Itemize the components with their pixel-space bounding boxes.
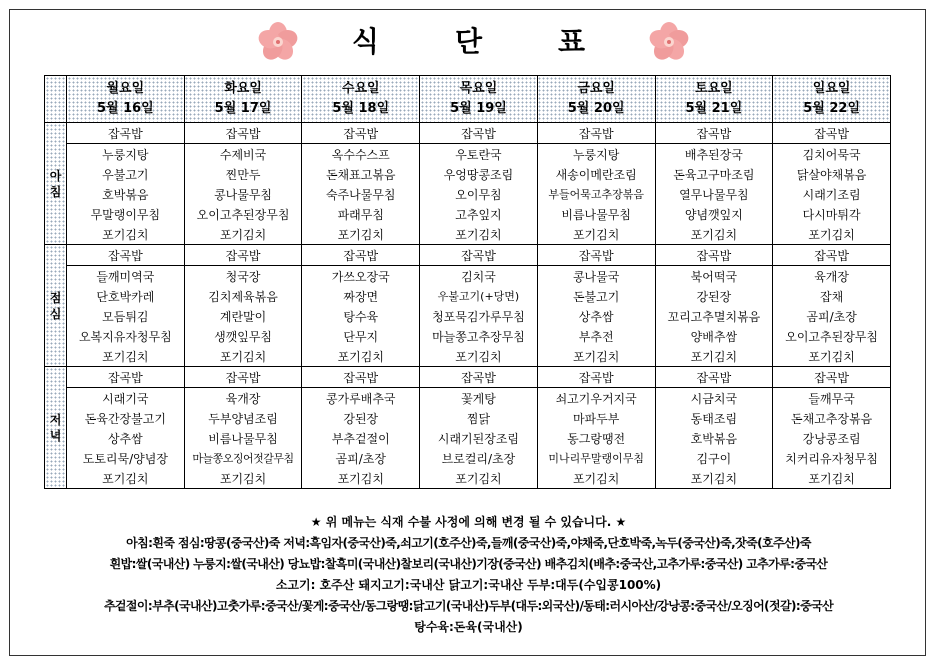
menu-cell: 콩나물국	[537, 266, 655, 287]
day-name: 월요일	[106, 81, 145, 96]
menu-cell: 잡곡밥	[655, 367, 773, 388]
day-name: 화요일	[224, 81, 262, 96]
menu-cell: 우엉땅콩조림	[420, 164, 538, 184]
menu-row	[45, 448, 891, 468]
menu-cell: 찜닭	[420, 408, 538, 428]
menu-cell: 포기김치	[773, 224, 891, 245]
page-title	[0, 20, 937, 60]
menu-cell: 잡곡밥	[302, 245, 420, 266]
menu-cell: 잡채	[773, 286, 891, 306]
menu-cell: 돈육간장불고기	[67, 408, 185, 428]
menu-cell: 곰피/초장	[302, 448, 420, 468]
day-date: 5월 20일	[567, 101, 625, 116]
menu-cell: 동태조림	[655, 408, 773, 428]
menu-cell: 돈채고추장볶음	[773, 408, 891, 428]
menu-cell: 청국장	[184, 266, 302, 287]
day-name: 수요일	[341, 81, 380, 96]
menu-cell: 배추된장국	[655, 144, 773, 165]
menu-cell: 잡곡밥	[420, 123, 538, 144]
menu-row	[45, 326, 891, 346]
day-header	[773, 76, 891, 123]
note-line: 소고기: 호주산 돼지고기:국내산 닭고기:국내산 두부:대두(수입콩100%)	[275, 578, 662, 592]
menu-row	[45, 123, 891, 144]
menu-cell: 잡곡밥	[655, 123, 773, 144]
day-name: 금요일	[577, 81, 615, 96]
menu-row	[45, 245, 891, 266]
menu-row	[45, 164, 891, 184]
menu-row	[45, 408, 891, 428]
menu-cell: 강된장	[302, 408, 420, 428]
menu-cell: 단무지	[302, 326, 420, 346]
menu-cell: 잡곡밥	[537, 245, 655, 266]
menu-cell: 다시마튀각	[773, 204, 891, 224]
menu-cell: 누룽지탕	[537, 144, 655, 165]
menu-cell: 계란말이	[184, 306, 302, 326]
menu-cell: 상추쌈	[537, 306, 655, 326]
notes-section	[0, 512, 937, 638]
menu-cell: 잡곡밥	[184, 367, 302, 388]
menu-cell: 육개장	[773, 266, 891, 287]
menu-cell: 돈불고기	[537, 286, 655, 306]
menu-cell: 탕수육	[302, 306, 420, 326]
menu-cell: 두부양념조림	[184, 408, 302, 428]
menu-cell: 콩나물무침	[184, 184, 302, 204]
menu-row	[45, 306, 891, 326]
menu-cell: 포기김치	[67, 224, 185, 245]
menu-cell: 강낭콩조림	[773, 428, 891, 448]
menu-cell: 양념깻잎지	[655, 204, 773, 224]
menu-cell: 시래기조림	[773, 184, 891, 204]
menu-cell: 김구이	[655, 448, 773, 468]
menu-cell: 김치국	[420, 266, 538, 287]
day-header	[420, 76, 538, 123]
menu-cell: 양배추쌈	[655, 326, 773, 346]
header-row	[45, 76, 891, 123]
menu-cell: 시금치국	[655, 388, 773, 409]
title-char: 식	[351, 25, 379, 58]
menu-cell: 상추쌈	[67, 428, 185, 448]
menu-cell: 열무나물무침	[655, 184, 773, 204]
menu-cell: 치커리유자청무침	[773, 448, 891, 468]
menu-cell: 브로컬리/초장	[420, 448, 538, 468]
menu-cell: 포기김치	[420, 224, 538, 245]
menu-cell: 숙주나물무침	[302, 184, 420, 204]
menu-cell: 잡곡밥	[773, 367, 891, 388]
day-header	[655, 76, 773, 123]
menu-cell: 포기김치	[773, 346, 891, 367]
menu-cell: 우불고기(+당면)	[420, 286, 538, 306]
menu-cell: 오이고추된장무침	[773, 326, 891, 346]
note-line: 흰밥:쌀(국내산) 누룽지:쌀(국내산) 당뇨밥:찰흑미(국내산)찰보리(국내산)기장(중국산) 배추김치(배추:중국산,고추가루:중국산) 고추가루:중국산	[109, 557, 828, 571]
day-name: 토요일	[695, 81, 733, 96]
menu-cell: 부추전	[537, 326, 655, 346]
day-header	[184, 76, 302, 123]
menu-cell: 육개장	[184, 388, 302, 409]
menu-cell: 잡곡밥	[302, 367, 420, 388]
meal-label: 저 녁	[45, 367, 67, 489]
menu-cell: 포기김치	[302, 468, 420, 489]
menu-cell: 잡곡밥	[420, 367, 538, 388]
menu-cell: 마늘쫑고추장무침	[420, 326, 538, 346]
menu-cell: 비름나물무침	[184, 428, 302, 448]
menu-cell: 북어떡국	[655, 266, 773, 287]
menu-cell: 모듬튀김	[67, 306, 185, 326]
menu-cell: 동그랑땡전	[537, 428, 655, 448]
menu-row	[45, 346, 891, 367]
menu-cell: 포기김치	[67, 468, 185, 489]
menu-cell: 포기김치	[184, 224, 302, 245]
menu-cell: 포기김치	[184, 346, 302, 367]
menu-cell: 포기김치	[67, 346, 185, 367]
menu-cell: 꼬리고추멸치볶음	[655, 306, 773, 326]
menu-row	[45, 144, 891, 165]
menu-cell: 잡곡밥	[655, 245, 773, 266]
menu-cell: 잡곡밥	[67, 123, 185, 144]
menu-cell: 옥수수스프	[302, 144, 420, 165]
menu-row	[45, 468, 891, 489]
menu-cell: 오이고추된장무침	[184, 204, 302, 224]
menu-cell: 포기김치	[655, 468, 773, 489]
menu-cell: 오이무침	[420, 184, 538, 204]
menu-cell: 곰피/초장	[773, 306, 891, 326]
menu-cell: 강된장	[655, 286, 773, 306]
menu-cell: 도토리묵/양념장	[67, 448, 185, 468]
day-header	[537, 76, 655, 123]
menu-row	[45, 224, 891, 245]
note-line: 탕수육:돈육(국내산)	[414, 620, 523, 634]
menu-cell: 누룽지탕	[67, 144, 185, 165]
menu-row	[45, 388, 891, 409]
menu-cell: 찐만두	[184, 164, 302, 184]
day-date: 5월 21일	[685, 101, 743, 116]
corner-cell	[45, 76, 67, 123]
menu-cell: 파래무침	[302, 204, 420, 224]
menu-cell: 청포묵김가루무침	[420, 306, 538, 326]
menu-cell: 잡곡밥	[184, 123, 302, 144]
day-header	[302, 76, 420, 123]
menu-cell: 우불고기	[67, 164, 185, 184]
menu-cell: 포기김치	[773, 468, 891, 489]
menu-cell: 김치제육볶음	[184, 286, 302, 306]
meal-label: 아 침	[45, 123, 67, 245]
menu-cell: 닭살야채볶음	[773, 164, 891, 184]
menu-cell: 쇠고기우거지국	[537, 388, 655, 409]
menu-cell: 짜장면	[302, 286, 420, 306]
menu-cell: 포기김치	[537, 224, 655, 245]
menu-cell: 가쓰오장국	[302, 266, 420, 287]
menu-cell: 돈육고구마조림	[655, 164, 773, 184]
menu-cell: 들깨무국	[773, 388, 891, 409]
menu-cell: 잡곡밥	[67, 367, 185, 388]
menu-cell: 시래기국	[67, 388, 185, 409]
menu-cell: 잡곡밥	[67, 245, 185, 266]
title-char: 단	[454, 25, 483, 58]
meal-label: 점 심	[45, 245, 67, 367]
menu-cell: 생깻잎무침	[184, 326, 302, 346]
menu-cell: 무말랭이무침	[67, 204, 185, 224]
menu-row	[45, 184, 891, 204]
menu-cell: 수제비국	[184, 144, 302, 165]
menu-cell: 김치어묵국	[773, 144, 891, 165]
menu-cell: 마늘쫑오징어젓갈무침	[184, 448, 302, 468]
menu-cell: 포기김치	[302, 346, 420, 367]
menu-cell: 마파두부	[537, 408, 655, 428]
menu-table	[44, 75, 891, 489]
day-date: 5월 22일	[803, 101, 860, 116]
day-name: 목요일	[459, 81, 498, 96]
menu-row	[45, 204, 891, 224]
menu-row	[45, 286, 891, 306]
menu-cell: 시래기된장조림	[420, 428, 538, 448]
menu-cell: 돈채표고볶음	[302, 164, 420, 184]
day-header	[67, 76, 185, 123]
menu-cell: 포기김치	[537, 346, 655, 367]
menu-cell: 비름나물무침	[537, 204, 655, 224]
menu-cell: 잡곡밥	[184, 245, 302, 266]
note-line: 아침:흰죽 점심:땅콩(중국산)죽 저녁:흑임자(중국산)죽,쇠고기(호주산)죽,들깨(중국산)죽,야채죽,단호박죽,녹두(중국산)죽,잣죽(호주산)죽	[126, 536, 811, 550]
menu-cell: 오복지유자청무침	[67, 326, 185, 346]
menu-cell: 우토란국	[420, 144, 538, 165]
day-date: 5월 17일	[214, 101, 272, 116]
note-line: ★ 위 메뉴는 식재 수불 사정에 의해 변경 될 수 있습니다. ★	[310, 515, 627, 529]
menu-cell: 호박볶음	[67, 184, 185, 204]
note-line: 추겉절이:부추(국내산)고춧가루:중국산/꽃게:중국산/동그랑땡:닭고기(국내산)두부(대두:외국산)/동태:러시아산/강낭콩:중국산/오징어(젓갈):중국산	[103, 599, 834, 613]
day-date: 5월 19일	[450, 101, 507, 116]
menu-cell: 잡곡밥	[537, 367, 655, 388]
menu-cell: 부추겉절이	[302, 428, 420, 448]
menu-row	[45, 367, 891, 388]
day-name: 일요일	[812, 81, 851, 96]
menu-cell: 포기김치	[420, 468, 538, 489]
menu-cell: 포기김치	[537, 468, 655, 489]
menu-cell: 포기김치	[655, 224, 773, 245]
menu-cell: 콩가루배추국	[302, 388, 420, 409]
menu-cell: 포기김치	[184, 468, 302, 489]
menu-cell: 잡곡밥	[773, 123, 891, 144]
menu-cell: 포기김치	[302, 224, 420, 245]
menu-cell: 새송이메란조림	[537, 164, 655, 184]
day-date: 5월 18일	[332, 101, 390, 116]
day-date: 5월 16일	[96, 101, 154, 116]
menu-row	[45, 266, 891, 287]
menu-cell: 포기김치	[420, 346, 538, 367]
menu-cell: 미나리무말랭이무침	[537, 448, 655, 468]
menu-cell: 잡곡밥	[420, 245, 538, 266]
title-char: 표	[558, 25, 586, 58]
menu-cell: 호박볶음	[655, 428, 773, 448]
menu-row	[45, 428, 891, 448]
menu-cell: 잡곡밥	[773, 245, 891, 266]
menu-cell: 잡곡밥	[302, 123, 420, 144]
menu-cell: 단호박카레	[67, 286, 185, 306]
menu-cell: 꽃게탕	[420, 388, 538, 409]
menu-cell: 고추잎지	[420, 204, 538, 224]
menu-cell: 들깨미역국	[67, 266, 185, 287]
menu-cell: 부들어묵고추장볶음	[537, 184, 655, 204]
menu-cell: 포기김치	[655, 346, 773, 367]
menu-cell: 잡곡밥	[537, 123, 655, 144]
